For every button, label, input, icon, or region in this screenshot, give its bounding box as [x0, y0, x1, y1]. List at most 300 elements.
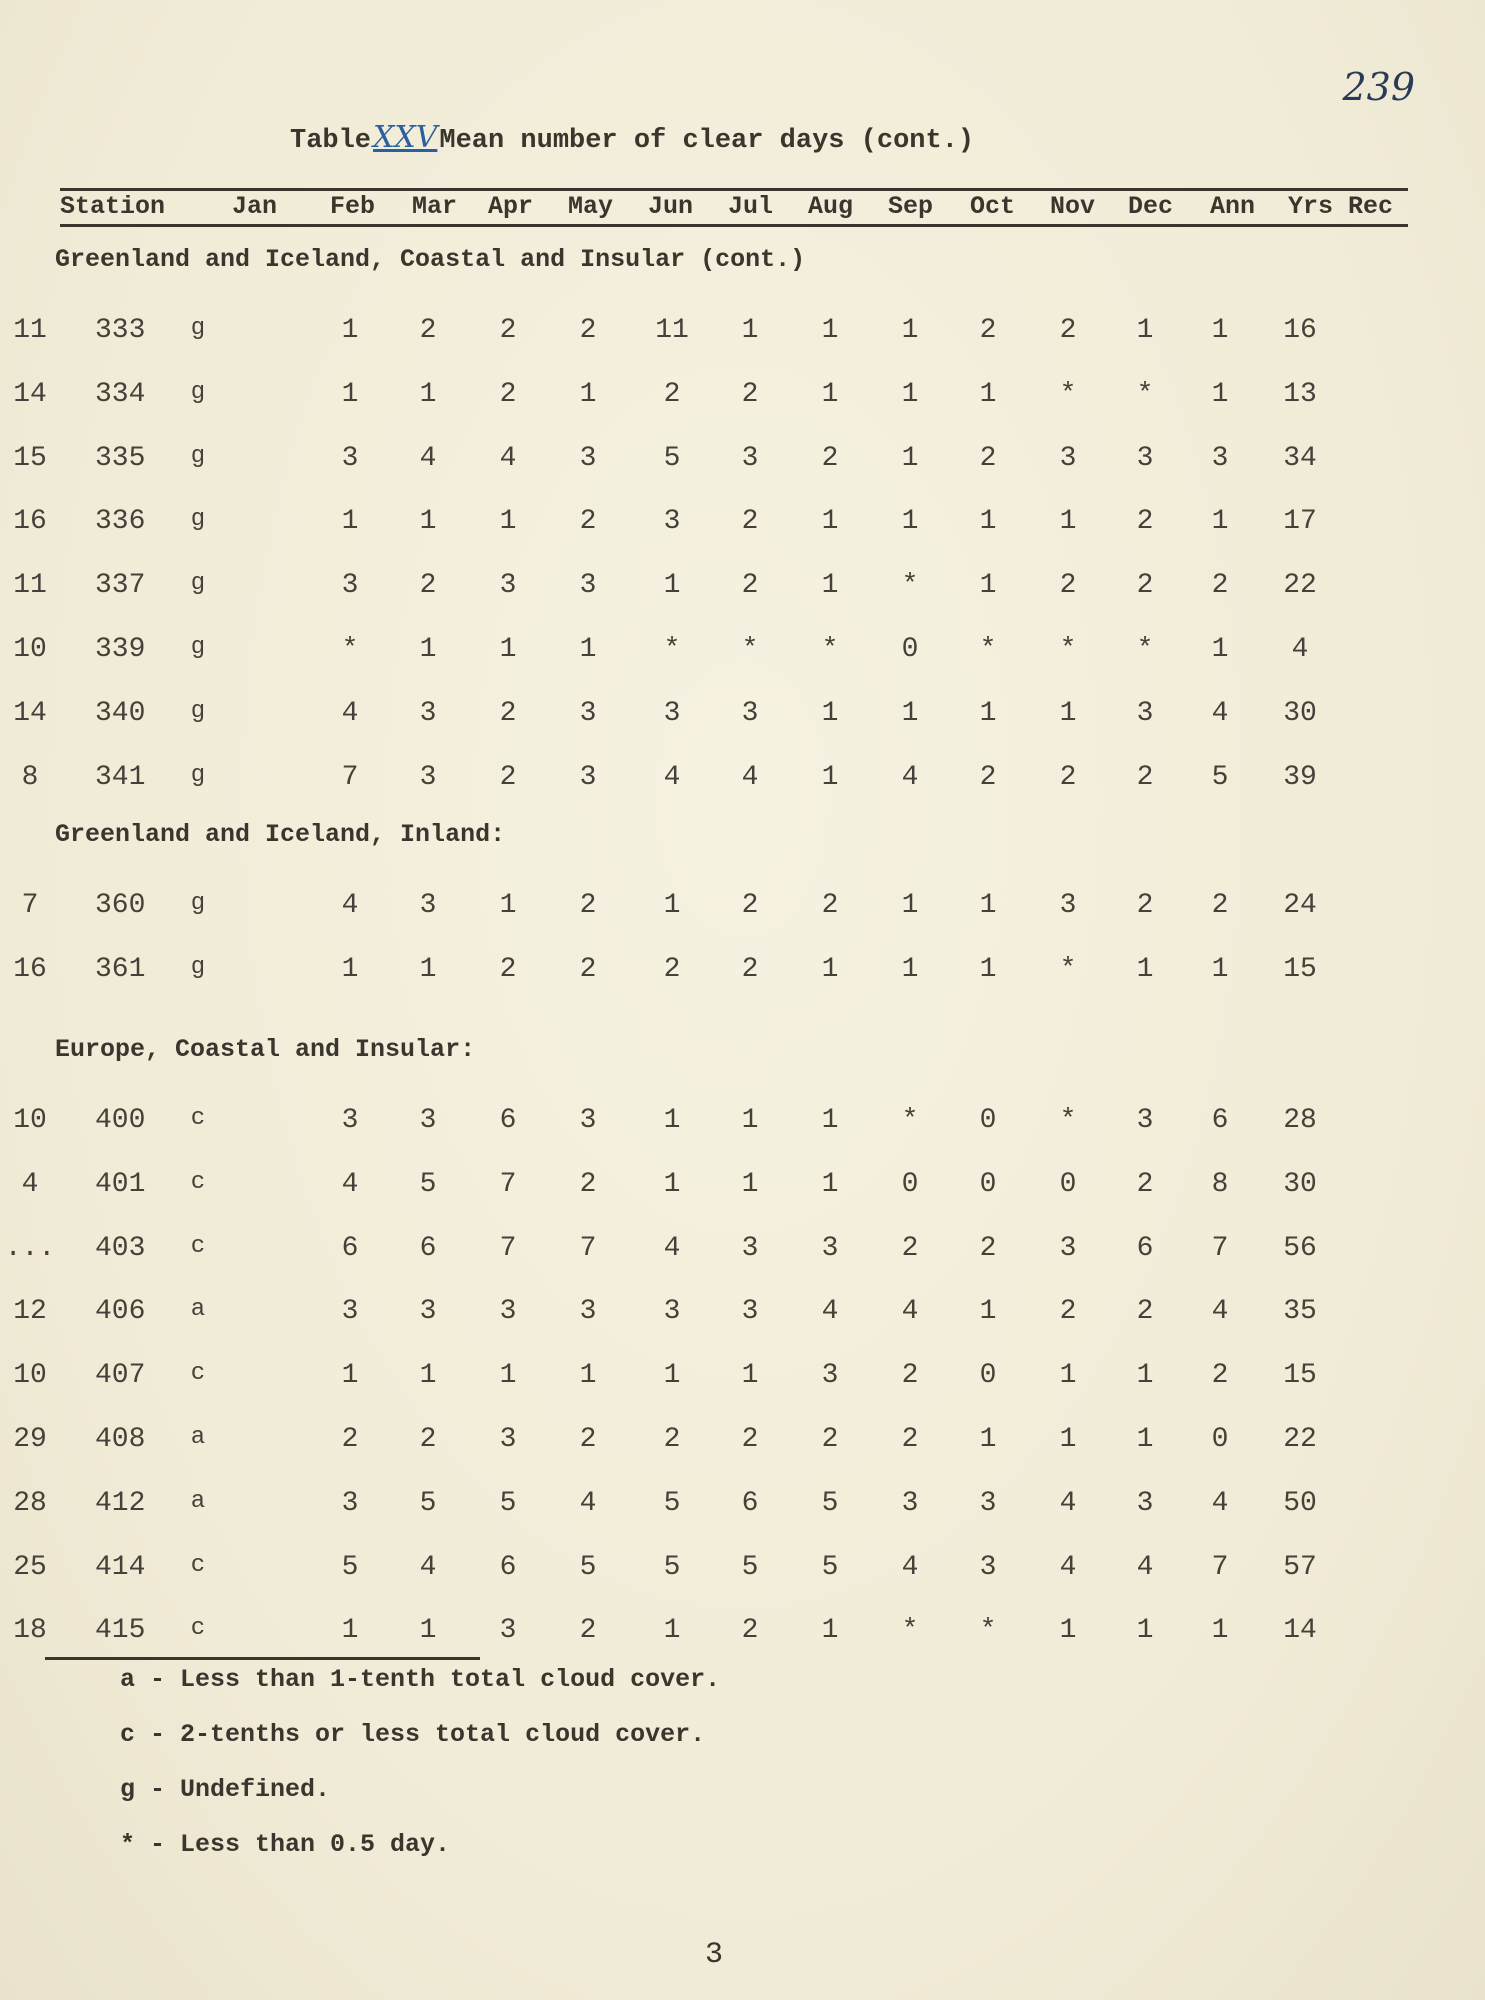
table-row [0, 1360, 1485, 1400]
cell-value: 1 [663, 1105, 681, 1136]
footnote: g - Undefined. [120, 1775, 331, 1804]
cell-value: 2 [579, 1615, 597, 1647]
cell-value: 3 [419, 1296, 437, 1328]
cell-value: 1 [821, 315, 839, 346]
table-row [0, 1552, 1485, 1592]
cell-value: 3 [1059, 442, 1077, 474]
cell-value: 1 [1136, 315, 1154, 346]
cell-value: 0 [979, 1360, 997, 1392]
table-row [0, 890, 1485, 930]
cell-value: 1 [419, 506, 437, 538]
cell-value: 1 [1059, 697, 1077, 729]
cell-value: 2 [1059, 1296, 1077, 1328]
cell-value: 15 [1283, 953, 1317, 985]
cell-value: 28 [1283, 1105, 1317, 1136]
cell-value: 5 [499, 1487, 517, 1519]
cell-value: 3 [663, 506, 681, 538]
cell-value: 2 [663, 378, 681, 410]
cell-value: 1 [341, 315, 359, 346]
cell-value: 3 [499, 570, 517, 602]
station-id: 415 [95, 1615, 146, 1647]
cell-value: ... [4, 1232, 56, 1264]
cell-value: 14 [13, 378, 47, 410]
cell-value: 11 [13, 570, 47, 602]
cell-value: 1 [979, 953, 997, 985]
cell-value: * [1059, 378, 1077, 410]
cell-value: 2 [741, 570, 759, 602]
cell-value: 1 [499, 1360, 517, 1392]
cell-value: 3 [1059, 890, 1077, 921]
station-id: 337 [95, 570, 146, 602]
cell-value: 2 [579, 1168, 597, 1200]
cell-value: * [1059, 953, 1077, 985]
station-id: 360 [95, 890, 146, 921]
cell-value: * [341, 634, 359, 665]
cell-value: 1 [901, 506, 919, 538]
cell-value: 2 [1136, 1296, 1154, 1328]
footnote: c - 2-tenths or less total cloud cover. [120, 1720, 706, 1749]
cell-value: 2 [419, 1424, 437, 1455]
cell-value: 16 [13, 506, 47, 538]
cell-value: 4 [663, 1232, 681, 1264]
cell-value: 1 [1059, 1424, 1077, 1455]
cell-value: 7 [21, 890, 39, 921]
table-row [0, 1424, 1485, 1464]
station-id: 333 [95, 315, 146, 346]
cell-value: 6 [741, 1487, 759, 1519]
observation-type: c [190, 1168, 206, 1196]
cell-value: 0 [1059, 1168, 1077, 1200]
cell-value: 1 [821, 697, 839, 729]
cell-value: 1 [979, 890, 997, 921]
cell-value: 15 [1283, 1360, 1317, 1392]
table-row [0, 1169, 1485, 1209]
cell-value: 4 [341, 1168, 359, 1200]
cell-value: 6 [341, 1232, 359, 1264]
station-id: 401 [95, 1168, 146, 1200]
cell-value: * [663, 634, 681, 665]
observation-type: a [190, 1296, 206, 1324]
cell-value: 5 [419, 1168, 437, 1200]
cell-value: 1 [901, 315, 919, 346]
cell-value: 1 [1059, 1360, 1077, 1392]
cell-value: 1 [1211, 634, 1229, 665]
cell-value: 5 [663, 1551, 681, 1583]
cell-value: 15 [13, 442, 47, 474]
cell-value: * [979, 634, 997, 665]
station-id: 408 [95, 1424, 146, 1455]
cell-value: 3 [663, 697, 681, 729]
cell-value: 0 [901, 1168, 919, 1200]
cell-value: 10 [13, 1360, 47, 1392]
observation-type: g [190, 570, 206, 598]
cell-value: 2 [1136, 761, 1154, 793]
cell-value: 2 [663, 1424, 681, 1455]
cell-value: 1 [341, 506, 359, 538]
table-row [0, 443, 1485, 483]
cell-value: 1 [1136, 1360, 1154, 1392]
cell-value: 1 [1059, 1615, 1077, 1647]
cell-value: 57 [1283, 1551, 1317, 1583]
cell-value: 3 [499, 1296, 517, 1328]
column-header: Ann [1210, 192, 1256, 221]
cell-value: 3 [741, 1232, 759, 1264]
cell-value: 2 [741, 1615, 759, 1647]
cell-value: 2 [901, 1232, 919, 1264]
cell-value: 5 [579, 1551, 597, 1583]
column-header: Jun [648, 192, 694, 221]
cell-value: 30 [1283, 1168, 1317, 1200]
column-header: Mar [412, 192, 458, 221]
cell-value: 1 [341, 1615, 359, 1647]
station-id: 334 [95, 378, 146, 410]
cell-value: 1 [419, 953, 437, 985]
table-row [0, 315, 1485, 355]
cell-value: 1 [663, 1168, 681, 1200]
cell-value: 3 [499, 1615, 517, 1647]
cell-value: 2 [499, 697, 517, 729]
table-row [0, 634, 1485, 674]
cell-value: 1 [1211, 378, 1229, 410]
observation-type: g [190, 953, 206, 981]
cell-value: 0 [901, 634, 919, 665]
cell-value: 1 [579, 378, 597, 410]
cell-value: 2 [979, 442, 997, 474]
cell-value: 7 [499, 1232, 517, 1264]
cell-value: 3 [341, 570, 359, 602]
cell-value: 1 [979, 697, 997, 729]
cell-value: 1 [741, 315, 759, 346]
page-number: 3 [705, 1938, 724, 1972]
cell-value: 2 [579, 953, 597, 985]
cell-value: 4 [499, 442, 517, 474]
cell-value: 1 [821, 378, 839, 410]
cell-value: 2 [901, 1360, 919, 1392]
observation-type: c [190, 1551, 206, 1579]
cell-value: 5 [663, 442, 681, 474]
cell-value: 1 [499, 890, 517, 921]
cell-value: 3 [419, 697, 437, 729]
station-id: 335 [95, 442, 146, 474]
station-id: 341 [95, 761, 146, 793]
cell-value: 25 [13, 1551, 47, 1583]
cell-value: 1 [1211, 953, 1229, 985]
cell-value: 1 [663, 890, 681, 921]
cell-value: 1 [499, 506, 517, 538]
cell-value: 1 [821, 1615, 839, 1647]
cell-value: 4 [1059, 1551, 1077, 1583]
cell-value: 4 [901, 1296, 919, 1328]
cell-value: 34 [1283, 442, 1317, 474]
cell-value: 22 [1283, 570, 1317, 602]
cell-value: 11 [13, 315, 47, 346]
cell-value: 3 [979, 1551, 997, 1583]
station-id: 403 [95, 1232, 146, 1264]
station-id: 407 [95, 1360, 146, 1392]
cell-value: 3 [1211, 442, 1229, 474]
cell-value: 3 [741, 697, 759, 729]
cell-value: 29 [13, 1424, 47, 1455]
cell-value: 4 [901, 1551, 919, 1583]
handwritten-page-number: 239 [1342, 65, 1415, 109]
cell-value: 12 [13, 1296, 47, 1328]
cell-value: 3 [419, 761, 437, 793]
cell-value: 14 [13, 697, 47, 729]
cell-value: 5 [341, 1551, 359, 1583]
cell-value: 1 [1211, 506, 1229, 538]
cell-value: 39 [1283, 761, 1317, 793]
cell-value: 4 [741, 761, 759, 793]
cell-value: 7 [499, 1168, 517, 1200]
cell-value: 1 [901, 953, 919, 985]
cell-value: 1 [821, 506, 839, 538]
cell-value: 3 [741, 442, 759, 474]
cell-value: 3 [341, 1487, 359, 1519]
cell-value: 4 [419, 442, 437, 474]
cell-value: 3 [1136, 1487, 1154, 1519]
cell-value: 6 [419, 1232, 437, 1264]
cell-value: 1 [341, 378, 359, 410]
cell-value: 2 [741, 953, 759, 985]
table-row [0, 1615, 1485, 1655]
cell-value: 3 [821, 1360, 839, 1392]
station-id: 414 [95, 1551, 146, 1583]
section-title: Greenland and Iceland, Coastal and Insular (cont.) [55, 245, 806, 274]
footnote: a - Less than 1-tenth total cloud cover. [120, 1665, 721, 1694]
column-header: Feb [330, 192, 376, 221]
cell-value: 1 [1211, 315, 1229, 346]
cell-value: 2 [821, 890, 839, 921]
observation-type: g [190, 442, 206, 470]
cell-value: 3 [1136, 442, 1154, 474]
cell-value: 2 [579, 315, 597, 346]
cell-value: 24 [1283, 890, 1317, 921]
column-header: Apr [488, 192, 534, 221]
cell-value: * [901, 1615, 919, 1647]
cell-value: 1 [419, 378, 437, 410]
table-row [0, 1233, 1485, 1273]
cell-value: 3 [579, 1105, 597, 1136]
cell-value: 1 [1136, 1615, 1154, 1647]
cell-value: 3 [1059, 1232, 1077, 1264]
cell-value: 4 [1291, 634, 1309, 665]
cell-value: 2 [1059, 315, 1077, 346]
cell-value: 1 [1059, 506, 1077, 538]
cell-value: 2 [741, 506, 759, 538]
cell-value: 1 [419, 1360, 437, 1392]
cell-value: 4 [821, 1296, 839, 1328]
cell-value: 1 [341, 953, 359, 985]
cell-value: 1 [979, 1424, 997, 1455]
cell-value: 3 [663, 1296, 681, 1328]
cell-value: 2 [1136, 890, 1154, 921]
cell-value: 3 [821, 1232, 839, 1264]
cell-value: 2 [663, 953, 681, 985]
cell-value: 1 [821, 761, 839, 793]
observation-type: g [190, 761, 206, 789]
cell-value: 6 [499, 1551, 517, 1583]
cell-value: 2 [741, 890, 759, 921]
cell-value: 5 [821, 1551, 839, 1583]
cell-value: 3 [741, 1296, 759, 1328]
station-id: 340 [95, 697, 146, 729]
cell-value: 1 [979, 1296, 997, 1328]
cell-value: 4 [663, 761, 681, 793]
cell-value: 8 [1211, 1168, 1229, 1200]
cell-value: 2 [1211, 1360, 1229, 1392]
cell-value: 2 [1059, 570, 1077, 602]
cell-value: 30 [1283, 697, 1317, 729]
cell-value: * [901, 570, 919, 602]
cell-value: 3 [979, 1487, 997, 1519]
cell-value: 4 [1136, 1551, 1154, 1583]
cell-value: 1 [901, 697, 919, 729]
cell-value: 3 [579, 570, 597, 602]
cell-value: * [979, 1615, 997, 1647]
cell-value: 1 [979, 378, 997, 410]
title-text: Mean number of clear days (cont.) [439, 126, 975, 156]
cell-value: 2 [979, 1232, 997, 1264]
cell-value: 18 [13, 1615, 47, 1647]
observation-type: c [190, 1105, 206, 1132]
cell-value: 16 [13, 953, 47, 985]
cell-value: * [1136, 378, 1154, 410]
cell-value: 5 [741, 1551, 759, 1583]
column-header: Aug [808, 192, 854, 221]
cell-value: 1 [579, 634, 597, 665]
cell-value: 1 [979, 506, 997, 538]
cell-value: 1 [419, 634, 437, 665]
cell-value: 2 [341, 1424, 359, 1455]
cell-value: 2 [499, 953, 517, 985]
table-row [0, 379, 1485, 419]
cell-value: 5 [663, 1487, 681, 1519]
cell-value: 1 [663, 1615, 681, 1647]
cell-value: 1 [979, 570, 997, 602]
table-row [0, 954, 1485, 994]
cell-value: 4 [901, 761, 919, 793]
footnote-rule [45, 1657, 480, 1660]
cell-value: 7 [341, 761, 359, 793]
table-row [0, 698, 1485, 738]
cell-value: 5 [1211, 761, 1229, 793]
observation-type: a [190, 1487, 206, 1515]
station-id: 400 [95, 1105, 146, 1136]
table-row [0, 506, 1485, 546]
cell-value: 35 [1283, 1296, 1317, 1328]
cell-value: 2 [741, 1424, 759, 1455]
cell-value: 1 [1136, 953, 1154, 985]
cell-value: 2 [579, 1424, 597, 1455]
column-header: Oct [970, 192, 1016, 221]
cell-value: 3 [341, 1105, 359, 1136]
cell-value: 2 [821, 442, 839, 474]
cell-value: 4 [21, 1168, 39, 1200]
column-header: Station [60, 192, 166, 221]
cell-value: 50 [1283, 1487, 1317, 1519]
cell-value: 4 [419, 1551, 437, 1583]
footnote: * - Less than 0.5 day. [120, 1830, 451, 1859]
cell-value: 3 [579, 761, 597, 793]
cell-value: 6 [1136, 1232, 1154, 1264]
cell-value: 2 [499, 378, 517, 410]
cell-value: 1 [579, 1360, 597, 1392]
cell-value: 3 [1136, 1105, 1154, 1136]
cell-value: 1 [901, 442, 919, 474]
title-prefix: Table [290, 126, 372, 156]
cell-value: 7 [579, 1232, 597, 1264]
table-row [0, 1105, 1485, 1145]
cell-value: * [821, 634, 839, 665]
cell-value: 1 [663, 1360, 681, 1392]
cell-value: 3 [341, 1296, 359, 1328]
cell-value: 4 [341, 890, 359, 921]
column-header: Jul [728, 192, 774, 221]
cell-value: 2 [579, 890, 597, 921]
cell-value: 2 [1211, 570, 1229, 602]
column-header: Sep [888, 192, 934, 221]
cell-value: 10 [13, 1105, 47, 1136]
observation-type: c [190, 1360, 206, 1388]
cell-value: 7 [1211, 1232, 1229, 1264]
station-id: 412 [95, 1487, 146, 1519]
cell-value: 2 [1136, 506, 1154, 538]
cell-value: 1 [341, 1360, 359, 1392]
cell-value: * [1136, 634, 1154, 665]
cell-value: 2 [979, 761, 997, 793]
section-title: Greenland and Iceland, Inland: [55, 820, 506, 849]
cell-value: 2 [579, 506, 597, 538]
cell-value: 3 [579, 442, 597, 474]
cell-value: * [901, 1105, 919, 1136]
cell-value: 2 [979, 315, 997, 346]
cell-value: 4 [1211, 697, 1229, 729]
table-row [0, 570, 1485, 610]
cell-value: 22 [1283, 1424, 1317, 1455]
cell-value: * [741, 634, 759, 665]
observation-type: g [190, 697, 206, 725]
table-row [0, 1488, 1485, 1528]
cell-value: 3 [579, 697, 597, 729]
title-roman-numeral: XXV [373, 120, 438, 155]
cell-value: 0 [979, 1168, 997, 1200]
column-header: Nov [1050, 192, 1096, 221]
cell-value: * [1059, 634, 1077, 665]
cell-value: 1 [901, 890, 919, 921]
station-id: 339 [95, 634, 146, 665]
cell-value: 16 [1283, 315, 1317, 346]
cell-value: 4 [1059, 1487, 1077, 1519]
cell-value: 4 [1211, 1296, 1229, 1328]
column-header: May [568, 192, 614, 221]
observation-type: c [190, 1615, 206, 1643]
station-id: 361 [95, 953, 146, 985]
cell-value: 1 [499, 634, 517, 665]
observation-type: g [190, 506, 206, 534]
cell-value: 1 [419, 1615, 437, 1647]
observation-type: a [190, 1424, 206, 1451]
header-bottom-rule [60, 224, 1408, 227]
table-title [290, 120, 974, 156]
cell-value: 10 [13, 634, 47, 665]
cell-value: 2 [419, 315, 437, 346]
observation-type: c [190, 1232, 206, 1260]
cell-value: 2 [741, 378, 759, 410]
observation-type: g [190, 378, 206, 406]
cell-value: 4 [1211, 1487, 1229, 1519]
cell-value: 4 [579, 1487, 597, 1519]
station-id: 336 [95, 506, 146, 538]
